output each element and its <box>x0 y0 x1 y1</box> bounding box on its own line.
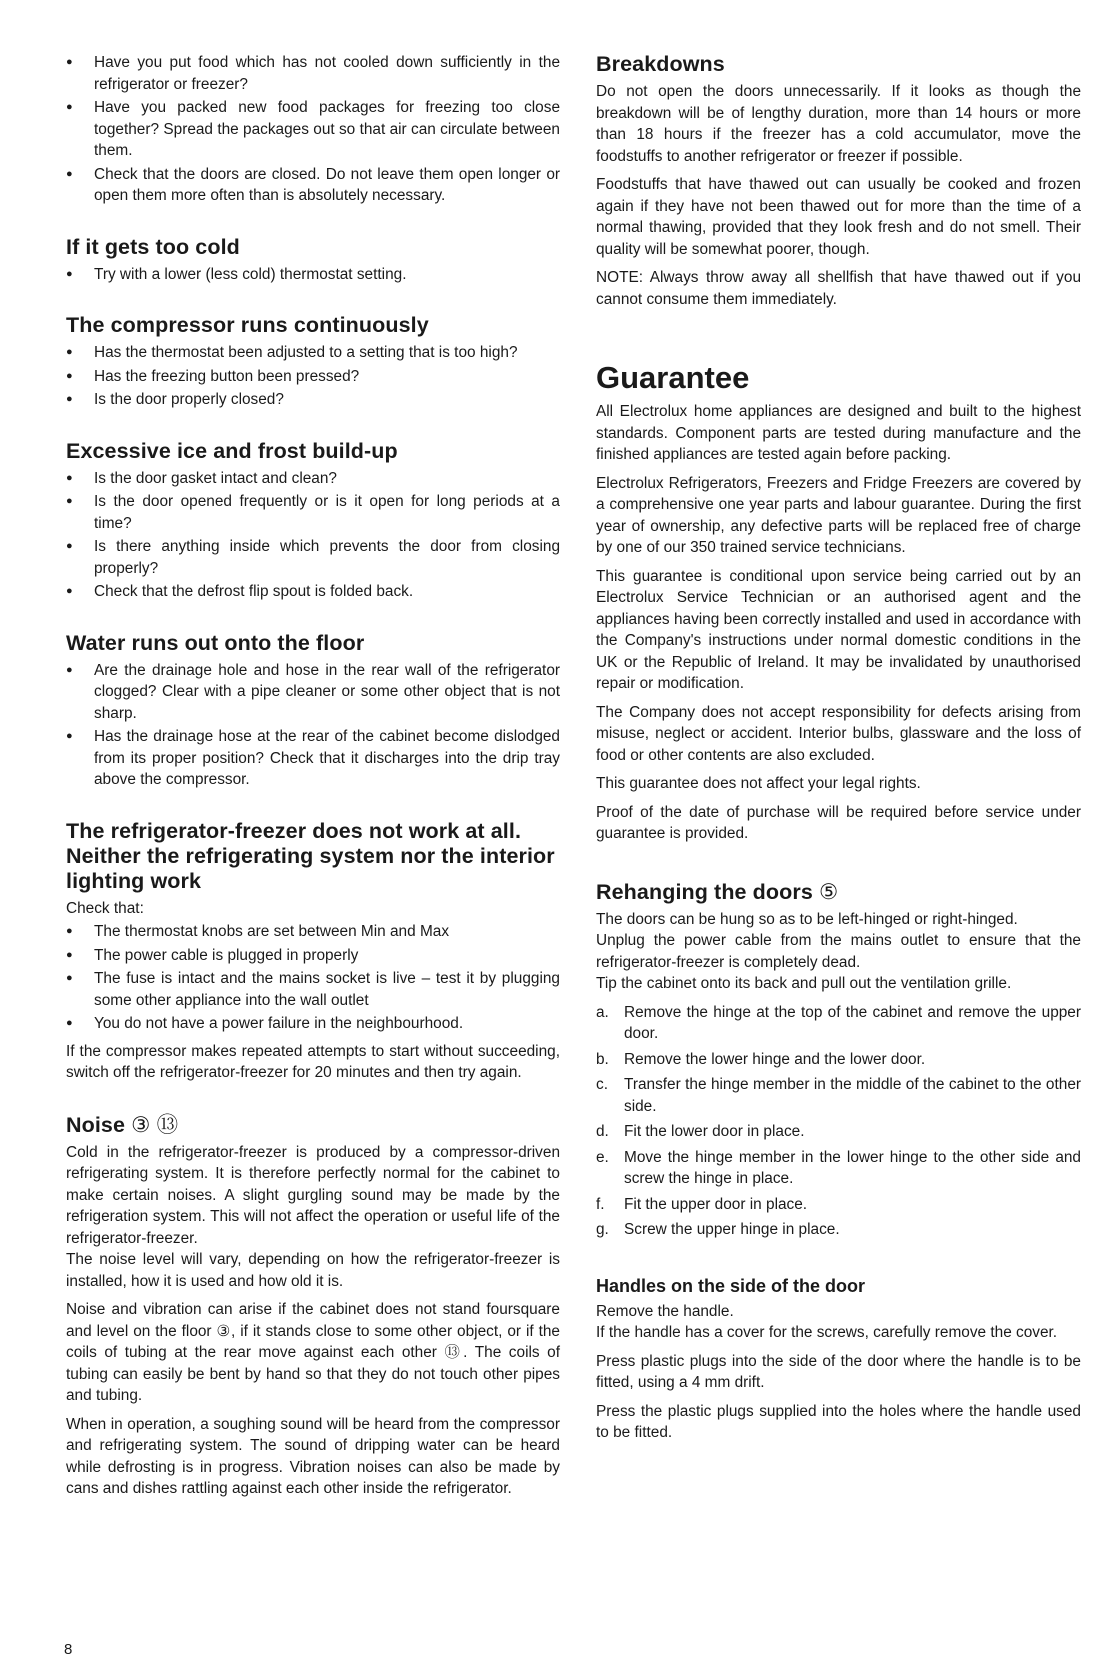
breakdowns-paragraph-1: Do not open the doors unnecessarily. If it looks as though the breakdown will be of lengthy duration, more than 14 hours or more than 18 hours if the freezer has a cold accumulator, move the foodstuffs to another refrigerator or freezer if possible. <box>596 83 1081 165</box>
handles-paragraph-3: Press plastic plugs into the side of the door where the handle is to be fitted, using a 4 mm drift. <box>596 1352 1081 1391</box>
heading-noise <box>66 1113 560 1138</box>
intro-bullet-list <box>66 52 560 207</box>
step-marker: g. <box>596 1221 609 1238</box>
list-item: ● Try with a lower (less cold) thermostat setting. <box>66 264 560 286</box>
step-text: Remove the lower hinge and the lower door. <box>624 1050 926 1068</box>
guarantee-paragraph-3: This guarantee is conditional upon service being carried out by an Electrolux Service Technician or an authorised agent and the appliances having been correctly installed and used in accordance with the Company's instructions under normal domestic conditions in the UK or the Republic of Ireland. It may be invalidated by unauthorised repair or modification. <box>596 567 1081 692</box>
heading-water: Water runs out onto the floor <box>66 630 365 655</box>
heading-compressor: The compressor runs continuously <box>66 313 429 337</box>
water-list <box>66 660 560 791</box>
rehanging-paragraph-2: Unplug the power cable from the mains outlet to ensure that the refrigerator-freezer is completely dead. <box>596 932 1081 971</box>
list-item: ● Check that the defrost flip spout is folded back. <box>66 581 560 603</box>
step-marker: d. <box>596 1123 609 1140</box>
noise-paragraph-1b: The noise level will vary, depending on how the refrigerator-freezer is installed, how it is used and how old it is. <box>66 1251 560 1290</box>
list-item <box>596 1219 1081 1241</box>
step-marker: e. <box>596 1148 609 1166</box>
list-item <box>596 1194 1081 1216</box>
step-text: Remove the hinge at the top of the cabinet and remove the upper door. <box>624 1003 1081 1042</box>
step-text: Fit the upper door in place. <box>624 1195 808 1213</box>
list-item: ● You do not have a power failure in the neighbourhood. <box>66 1013 560 1035</box>
page-number: 8 <box>64 1641 73 1658</box>
list-item <box>596 1074 1081 1117</box>
list-item: ● Have you packed new food packages for freezing too close together? Spread the packages out so that air can circulate between them. <box>66 97 560 162</box>
step-marker: c. <box>596 1076 608 1093</box>
list-item: ● The fuse is intact and the mains socket is live – test it by plugging some other appliance into the wall outlet <box>66 968 560 1011</box>
heading-rehanging <box>596 880 1081 905</box>
breakdowns-paragraph-2: Foodstuffs that have thawed out can usually be cooked and frozen again if they have not been thawed out for more than the time of a normal thawing, provided that they look fresh and do not smell. Their quality will be somewhat poorer, though. <box>596 176 1081 258</box>
figure-ref-icon: ③ ⑬ <box>131 1112 179 1137</box>
step-text: Screw the upper hinge in place. <box>624 1221 840 1238</box>
heading-breakdowns: Breakdowns <box>596 52 725 76</box>
heading-too-cold: If it gets too cold <box>66 234 240 259</box>
guarantee-paragraph-6: Proof of the date of purchase will be required before service under guarantee is provided. <box>596 803 1081 842</box>
list-item: ● Has the drainage hose at the rear of the cabinet become dislodged from its proper position? Check that it discharges into the drip tray above the compressor. <box>66 726 560 791</box>
list-item: ● Are the drainage hole and hose in the rear wall of the refrigerator clogged? Clear with a pipe cleaner or some other object that is not sharp. <box>66 660 560 725</box>
noise-paragraph-2 <box>66 1299 560 1407</box>
too-cold-list <box>66 264 560 286</box>
heading-rehanging-text: Rehanging the doors <box>596 879 813 904</box>
list-item: ● Is the door properly closed? <box>66 389 560 411</box>
right-column <box>596 52 1081 1451</box>
heading-ice-frost: Excessive ice and frost build-up <box>66 438 398 463</box>
noise-paragraph-1: Cold in the refrigerator-freezer is produced by a compressor-driven refrigerating system. It is therefore perfectly normal for the cabinet to make certain noises. A slight gurgling sound may be made by the refrigeration system. This will not affect the operation or useful life of the refrigerator-freezer. <box>66 1143 560 1247</box>
step-text: Transfer the hinge member in the middle of the cabinet to the other side. <box>624 1076 1081 1115</box>
guarantee-paragraph-5: This guarantee does not affect your legal rights. <box>596 775 921 792</box>
step-marker: a. <box>596 1003 609 1021</box>
figure-ref-icon: ③ <box>216 1322 231 1340</box>
list-item <box>596 1002 1081 1045</box>
rehanging-paragraph-1: The doors can be hung so as to be left-hinged or right-hinged. <box>596 910 1018 928</box>
not-work-list <box>66 921 560 1035</box>
step-text: Move the hinge member in the lower hinge to the other side and screw the hinge in place. <box>624 1148 1081 1187</box>
handles-paragraph-2: If the handle has a cover for the screws, carefully remove the cover. <box>596 1324 1058 1341</box>
list-item: ● Is the door gasket intact and clean? <box>66 468 560 490</box>
step-marker: f. <box>596 1195 605 1213</box>
ice-frost-list <box>66 468 560 603</box>
rehanging-steps <box>596 1002 1081 1241</box>
handles-paragraph-1: Remove the handle. <box>596 1302 734 1320</box>
list-item <box>596 1121 1081 1143</box>
figure-ref-icon: ⑬ <box>444 1344 464 1361</box>
heading-handles: Handles on the side of the door <box>596 1275 866 1296</box>
list-item: ● The thermostat knobs are set between Min and Max <box>66 921 560 943</box>
step-marker: b. <box>596 1050 609 1068</box>
compressor-restart-paragraph: If the compressor makes repeated attempts to start without succeeding, switch off the refrigerator-freezer for 20 minutes and then try again. <box>66 1042 560 1081</box>
noise-p2-text-c: . The coils of tubing can easily be bent by hand so that they do not touch other pipes and tubing. <box>66 1344 560 1404</box>
guarantee-paragraph-2: Electrolux Refrigerators, Freezers and Fridge Freezers are covered by a comprehensive one year parts and labour guarantee. During the first year of ownership, any defective parts will be replaced free of charge by one of our 350 trained service technicians. <box>596 474 1081 556</box>
step-text: Fit the lower door in place. <box>624 1123 805 1140</box>
left-column <box>66 52 560 1507</box>
list-item: ● Is the door opened frequently or is it open for long periods at a time? <box>66 491 560 534</box>
list-item <box>596 1147 1081 1190</box>
list-item: ● The power cable is plugged in properly <box>66 945 560 967</box>
list-item: ● Has the thermostat been adjusted to a setting that is too high? <box>66 342 560 364</box>
list-item: ● Is there anything inside which prevents the door from closing properly? <box>66 536 560 579</box>
breakdowns-note: NOTE: Always throw away all shellfish that have thawed out if you cannot consume them immediately. <box>596 269 1081 308</box>
check-that-label: Check that: <box>66 899 144 917</box>
rehanging-paragraph-3: Tip the cabinet onto its back and pull out the ventilation grille. <box>596 975 1012 992</box>
guarantee-paragraph-4: The Company does not accept responsibility for defects arising from misuse, neglect or accident. Interior bulbs, glassware and the loss of food or other contents are also excluded. <box>596 703 1081 764</box>
list-item: ● Have you put food which has not cooled down sufficiently in the refrigerator or freezer? <box>66 52 560 95</box>
heading-noise-text: Noise <box>66 1112 126 1137</box>
handles-paragraph-4: Press the plastic plugs supplied into the holes where the handle used to be fitted. <box>596 1402 1081 1441</box>
list-item <box>596 1049 1081 1071</box>
heading-guarantee: Guarantee <box>596 360 750 395</box>
list-item: ● Has the freezing button been pressed? <box>66 366 560 388</box>
noise-paragraph-3: When in operation, a soughing sound will be heard from the compressor and refrigerating system. The sound of dripping water can be heard while defrosting is in progress. Vibration noises can also be made by cans and dishes rattling against each other inside the refrigerator. <box>66 1415 560 1497</box>
list-item: ● Check that the doors are closed. Do not leave them open longer or open them more often than is absolutely necessary. <box>66 164 560 207</box>
compressor-list <box>66 342 560 411</box>
figure-ref-icon: ⑤ <box>818 879 839 904</box>
noise-p2-text-b: , if it stands close to some other object, or if the coils of tubing at the rear move against each other <box>66 1322 560 1361</box>
guarantee-paragraph-1: All Electrolux home appliances are designed and built to the highest standards. Component parts are tested during manufacture and the finished appliances are tested again before packing. <box>596 403 1081 463</box>
noise-p2-text-a: Noise and vibration can arise if the cabinet does not stand foursquare and level on the floor <box>66 1301 560 1340</box>
heading-not-work: The refrigerator-freezer does not work at all. Neither the refrigerating system nor the interior lighting work <box>66 818 555 893</box>
